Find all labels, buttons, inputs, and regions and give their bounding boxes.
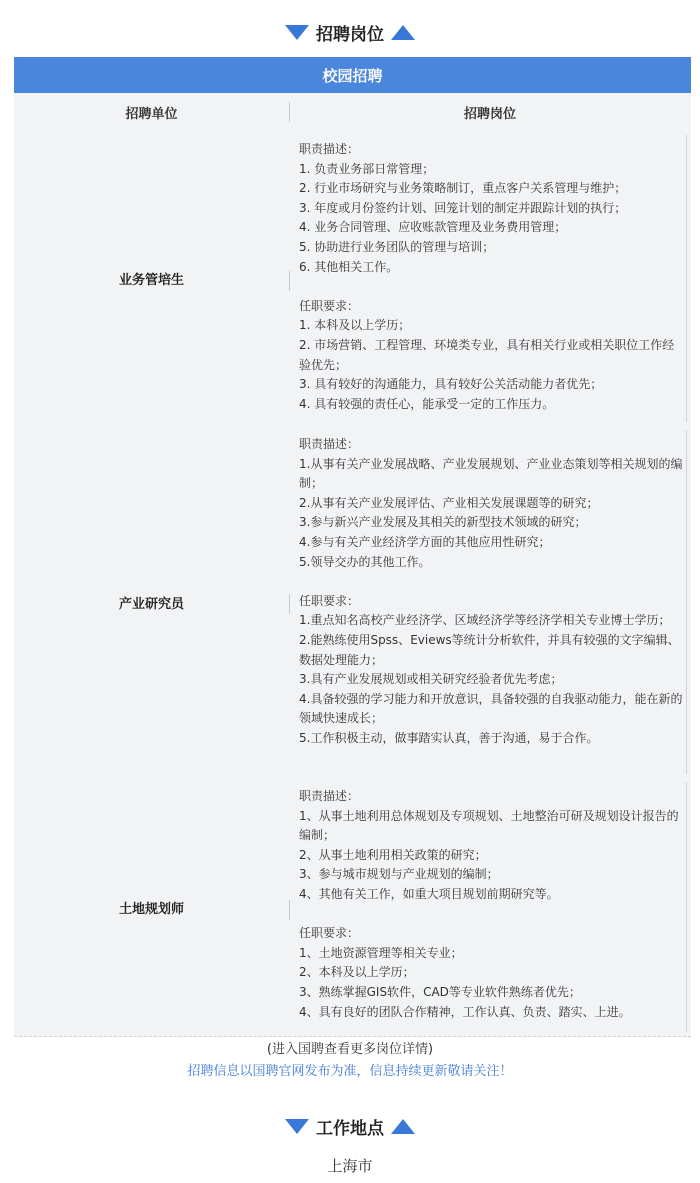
requirement-item: 3、熟练掌握GIS软件，CAD等专业软件熟练者优先； (299, 984, 581, 999)
duty-item: 3、参与城市规划与产业规划的编制； (299, 867, 499, 882)
table-row (14, 131, 691, 427)
positions-title-text: 招聘岗位 (316, 24, 384, 45)
header-unit: 招聘单位 (125, 106, 178, 122)
duties-heading: 职责描述： (299, 437, 360, 451)
row-unit: 土地规划师 (118, 901, 184, 917)
requirements-heading: 任职要求： (299, 298, 360, 313)
row-description (299, 140, 685, 414)
duty-item: 4. 业务合同管理、应收账款管理及业务费用管理； (299, 220, 567, 235)
triangle-up-icon (391, 1119, 415, 1134)
requirement-item: 2. 市场营销、工程管理、环境类专业，具有相关行业或相关职位工作经验优先； (299, 337, 675, 372)
recruitment-notice: 招聘信息以国聘官网发布为准，信息持续更新敬请关注！ (187, 1064, 513, 1079)
requirement-item: 3. 具有较好的沟通能力，具有较好公关活动能力者优先； (299, 377, 603, 392)
duty-item: 4.参与有关产业经济学方面的其他应用性研究； (299, 534, 551, 549)
duty-item: 3. 年度或月份签约计划、回笼计划的制定并跟踪计划的执行； (299, 200, 627, 215)
duty-item: 5. 协助进行业务团队的管理与培训； (299, 239, 495, 254)
row-description (299, 435, 685, 749)
duties-heading: 职责描述： (299, 789, 360, 803)
table-header (14, 93, 691, 132)
duty-item: 2.从事有关产业发展评估、产业相关发展课题等的研究； (299, 495, 599, 510)
triangle-down-icon (285, 1119, 309, 1134)
triangle-down-icon (285, 25, 309, 40)
duty-item: 1.从事有关产业发展战略、产业发展规划、产业业态策划等相关规划的编制； (299, 456, 683, 491)
duty-item: 3.参与新兴产业发展及其相关的新型技术领域的研究； (299, 515, 587, 530)
duty-item: 6. 其他相关工作。 (299, 259, 399, 274)
table-row (14, 426, 691, 779)
duties-heading: 职责描述： (299, 142, 360, 156)
location-title-text: 工作地点 (316, 1118, 384, 1139)
requirement-item: 1.重点知名高校产业经济学、区域经济学等经济学相关专业博士学历； (299, 613, 671, 628)
duty-item: 2、从事土地利用相关政策的研究； (299, 847, 487, 862)
work-location: 上海市 (327, 1157, 373, 1175)
row-right-border (686, 430, 687, 774)
requirement-item: 2、本科及以上学历； (299, 965, 415, 980)
row-unit: 业务管培生 (118, 273, 184, 288)
row-right-border (686, 782, 687, 1032)
row-divider (289, 900, 290, 920)
table-row (14, 778, 691, 1037)
location-section-title (0, 1114, 700, 1138)
positions-section-title (0, 20, 700, 44)
row-unit: 产业研究员 (118, 596, 184, 612)
requirement-item: 4. 具有较强的责任心，能承受一定的工作压力。 (299, 396, 555, 411)
row-right-border (686, 135, 687, 422)
duty-item: 5.领导交办的其他工作。 (299, 554, 431, 569)
row-divider (289, 594, 290, 614)
requirement-item: 3.具有产业发展规划或相关研究经验者优先考虑； (299, 672, 563, 687)
requirement-item: 5.工作积极主动，做事踏实认真，善于沟通，易于合作。 (299, 730, 599, 745)
row-divider (289, 271, 290, 291)
duty-item: 2. 行业市场研究与业务策略制订，重点客户关系管理与维护； (299, 181, 627, 196)
requirement-item: 1. 本科及以上学历； (299, 318, 411, 333)
more-positions-link[interactable]: (进入国聘查看更多岗位详情) (266, 1042, 434, 1057)
duty-item: 1. 负责业务部日常管理； (299, 161, 435, 176)
requirement-item: 1、土地资源管理等相关专业； (299, 945, 463, 960)
requirement-item: 2.能熟练使用Spss、Eviews等统计分析软件，并具有较强的文字编辑、数据处理能力； (299, 632, 680, 667)
requirement-item: 4、具有良好的团队合作精神，工作认真、负责、踏实、上进。 (299, 1004, 631, 1019)
requirements-heading: 任职要求： (299, 926, 360, 941)
duty-item: 1、从事土地利用总体规划及专项规划、土地整治可研及规划设计报告的编制； (299, 808, 679, 843)
header-position: 招聘岗位 (463, 106, 516, 122)
duty-item: 4、其他有关工作，如重大项目规划前期研究等。 (299, 886, 559, 901)
row-description (299, 787, 685, 1022)
campus-recruitment-banner: 校园招聘 (14, 57, 691, 93)
triangle-up-icon (391, 25, 415, 40)
requirement-item: 4.具备较强的学习能力和开放意识，具备较强的自我驱动能力，能在新的领域快速成长； (299, 691, 683, 726)
requirements-heading: 任职要求： (299, 593, 360, 608)
